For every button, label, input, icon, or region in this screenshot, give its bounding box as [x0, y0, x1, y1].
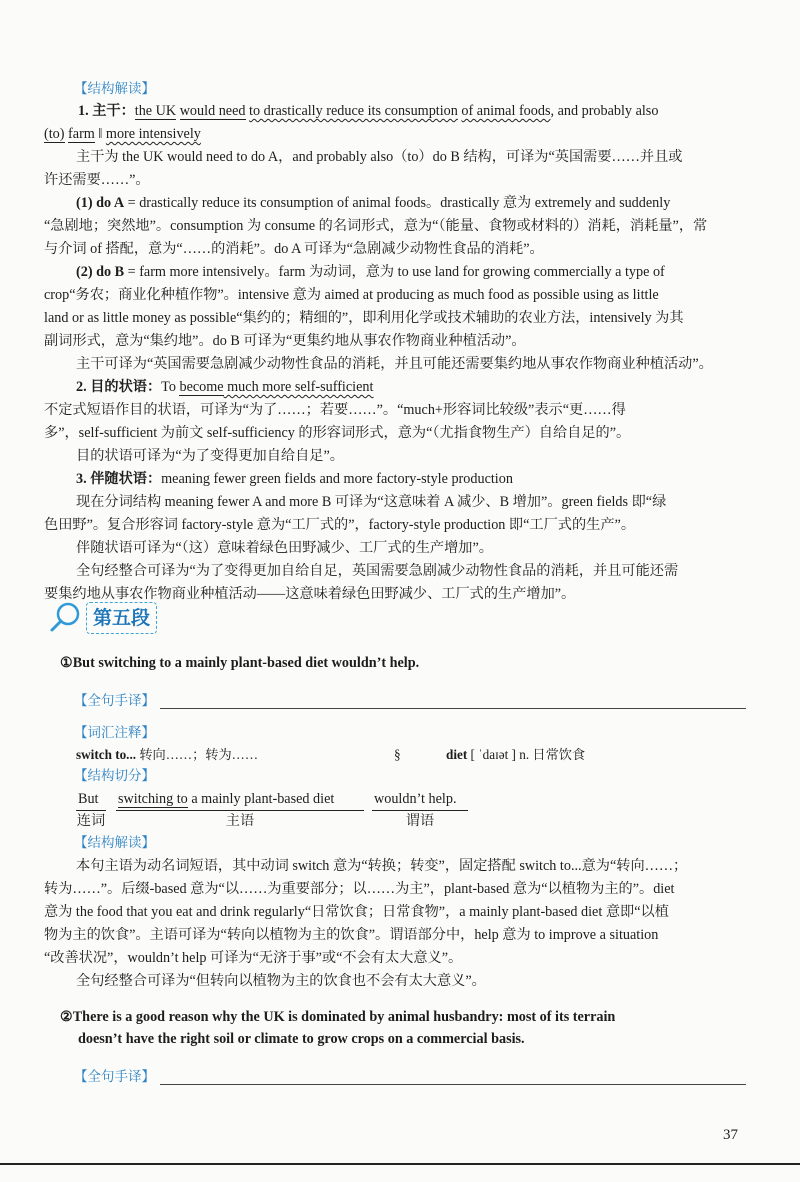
paragraph-2a	[76, 192, 670, 215]
vocab-def-2: [ ˈdaɪət ] n. 日常饮食	[467, 747, 586, 762]
paragraph-2b: “急剧地；突然地”。consumption 为 consume 的名词形式，意为“（能量、食物或材料的）消耗，消耗量”，常	[44, 218, 708, 234]
accompanying-text: meaning fewer green fields and more factory-style production	[161, 471, 513, 487]
reading-1a: 本句主语为动名词短语，其中动词 switch 意为“转换；转变”，固定搭配 switch to...意为“转向……；	[76, 858, 688, 874]
paragraph-3d: 副词形式，意为“集约地”。do B 可译为“更集约地从事农作物商业种植活动”。	[44, 333, 526, 349]
paragraph-2c: 与介词 of 搭配，意为“……的消耗”。do A 可译为“急剧减少动物性食品的消耗”。	[44, 241, 544, 257]
paragraph-3c: land or as little money as possible“集约的；精细的”，即利用化学或技术辅助的农业方法，intensively 为其	[44, 310, 684, 326]
struct-label: 【结构解读】	[74, 81, 155, 97]
footer-rule	[0, 1163, 800, 1165]
label-subject: 主语	[225, 813, 255, 829]
vocab-item-1	[76, 744, 258, 767]
purpose-to: To	[161, 379, 180, 395]
paragraph-1a: 主干为 the UK would need to do A，and probably also（to）do B 结构，可译为“英国需要……并且或	[76, 149, 683, 165]
paragraph-6b: 多”，self-sufficient 为前文 self-sufficiency 的形容词形式，意为“（尤指食物生产）自给自足的”。	[44, 425, 631, 441]
reading-1b: 转为……”。后缀-based 意为“以……为重要部分；以……为主”，plant-based 意为“以植物为主的”。diet	[44, 881, 675, 897]
seg-conjunction: But	[78, 791, 99, 807]
page-number: 37	[723, 1127, 738, 1143]
label-conjunction: 连词	[76, 813, 106, 829]
paragraph-7: 目的状语可译为“为了变得更加自给自足”。	[76, 448, 344, 464]
paragraph-3a	[76, 261, 665, 284]
paragraph-9a: 现在分词结构 meaning fewer A and more B 可译为“这意味着 A 减少、B 增加”。green fields 即“绿	[76, 494, 667, 510]
vocab-def-1: 转向……；转为……	[136, 747, 259, 762]
do-b-heading: (2) do B	[76, 264, 125, 280]
do-a-heading: (1) do A	[76, 195, 125, 211]
farm-underlined: farm	[68, 126, 95, 142]
sentence-2a: ②There is a good reason why the UK is dominated by animal husbandry: most of its terrain	[60, 1009, 616, 1025]
paragraph-1b: 许还需要……”。	[44, 172, 150, 188]
modifier-wavy: of animal foods	[461, 103, 551, 119]
vocab-item-2	[446, 744, 585, 767]
reading-2: 全句经整合可译为“但转向以植物为主的饮食也不会有太大意义”。	[76, 973, 486, 989]
paragraph-3b: crop“务农；商业化种植作物”。intensive 意为 aimed at producing as much food as possible using as little	[44, 287, 659, 303]
paragraph-10: 伴随状语可译为“（这）意味着绿色田野减少、工厂式的生产增加”。	[76, 540, 493, 556]
paragraph-4: 主干可译为“英国需要急剧减少动物性食品的消耗，并且可能还需要集约地从事农作物商业种植活动”。	[76, 356, 713, 372]
main-clause-tail: , and probably also	[550, 103, 659, 119]
segmentation-label: 【结构切分】	[74, 768, 155, 784]
vocab-word-1: switch to...	[76, 747, 137, 762]
seg-subject-object: a mainly plant-based diet	[187, 791, 335, 807]
seg-predicate: wouldn’t help.	[374, 791, 457, 807]
seg-subject	[118, 788, 334, 811]
purpose-adverbial	[76, 376, 373, 399]
reading-1c: 意为 the food that you eat and drink regularly“日常饮食；日常食物”，a mainly plant-based diet 意即“以植	[44, 904, 669, 920]
reading-1e: “改善状况”，wouldn’t help 可译为“无济于事”或“不会有太大意义”。	[44, 950, 463, 966]
vocab-word-2: diet	[446, 747, 468, 762]
predicate-underlined: would need	[179, 103, 246, 119]
accompanying-heading: 3. 伴随状语：	[76, 471, 162, 487]
object-wavy: to drastically reduce its consumption	[249, 103, 458, 119]
subject-underlined: the UK	[134, 103, 177, 119]
translation-label-1: 【全句手译】	[74, 693, 155, 709]
vocab-label: 【词汇注释】	[74, 725, 155, 741]
purpose-complement: much more self-sufficient	[223, 379, 374, 395]
paragraph-11a: 全句经整合可译为“为了变得更加自给自足，英国需要急剧减少动物性食品的消耗，并且可能还需	[76, 563, 679, 579]
translation-blank-2[interactable]	[160, 1084, 746, 1085]
adverbial-wavy: more intensively	[105, 126, 201, 142]
reading-1d: 物为主的饮食”。主语可译为“转向以植物为主的饮食”。谓语部分中，help 意为 to improve a situation	[44, 927, 659, 943]
purpose-become: become	[179, 379, 224, 395]
separator: ‖	[98, 126, 103, 142]
sentence-2b: doesn’t have the right soil or climate to grow crops on a commercial basis.	[78, 1031, 525, 1047]
label-predicate: 谓语	[405, 813, 435, 829]
struct-label-2: 【结构解读】	[74, 835, 155, 851]
translation-blank-1[interactable]	[160, 708, 746, 709]
main-clause-line-2	[44, 123, 756, 146]
sentence-1: ①But switching to a mainly plant-based diet wouldn’t help.	[60, 655, 420, 671]
to-underlined: (to)	[44, 126, 65, 142]
main-clause-line-1	[78, 100, 790, 123]
seg-subject-verb: switching to	[118, 791, 188, 807]
main-clause-heading: 1. 主干：	[78, 103, 135, 119]
paragraph-11b: 要集约地从事农作物商业种植活动——这意味着绿色田野减少、工厂式的生产增加”。	[44, 586, 576, 602]
purpose-heading: 2. 目的状语：	[76, 379, 162, 395]
paragraph-9b: 色田野”。复合形容词 factory-style 意为“工厂式的”，factory-style production 即“工厂式的生产”。	[44, 517, 636, 533]
section-title: 第五段	[86, 602, 157, 634]
accompanying-adverbial	[76, 468, 513, 491]
translation-label-2: 【全句手译】	[74, 1069, 155, 1085]
paragraph-6a: 不定式短语作目的状语，可译为“为了……；若要……”。“much+形容词比较级”表示“更……得	[44, 402, 626, 418]
vocab-separator: §	[394, 747, 401, 762]
do-b-text: = farm more intensively。farm 为动词，意为 to use land for growing commercially a type of	[124, 264, 665, 280]
do-a-text: = drastically reduce its consumption of animal foods。drastically 意为 extremely and suddenly	[124, 195, 671, 211]
